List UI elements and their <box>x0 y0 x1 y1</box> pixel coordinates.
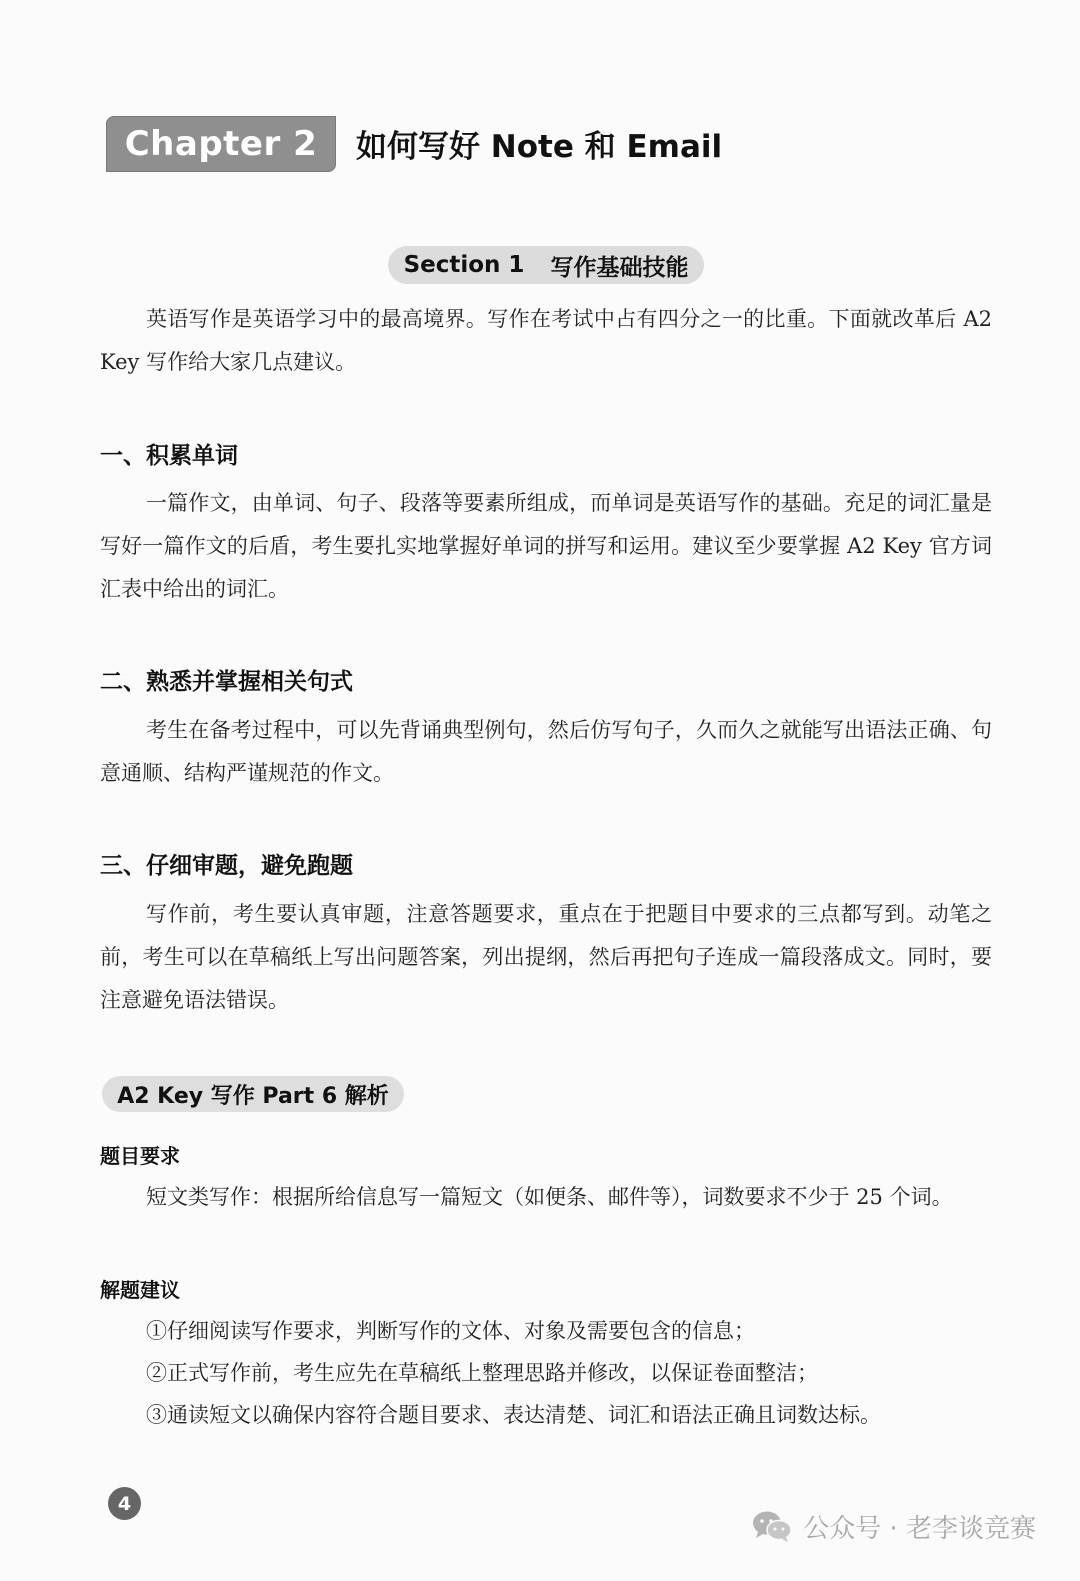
point-body-1: 一篇作文，由单词、句子、段落等要素所组成，而单词是英语写作的基础。充足的词汇量是写好一篇作文的后盾，考生要扎实地掌握好单词的拼写和运用。建议至少要掌握 A2 Key 官方词汇表中给出的词汇。 <box>100 491 992 601</box>
part-section-title: A2 Key 写作 Part 6 解析 <box>102 1076 404 1112</box>
point-body-2: 考生在备考过程中，可以先背诵典型例句，然后仿写句子，久而久之就能写出语法正确、句意通顺、结构严谨规范的作文。 <box>100 718 992 785</box>
watermark-text: 公众号 · 老李谈竞赛 <box>803 1513 1036 1544</box>
point-heading-2: 二、熟悉并掌握相关句式 <box>100 668 353 695</box>
advice-item-2: ②正式写作前，考生应先在草稿纸上整理思路并修改，以保证卷面整洁； <box>146 1361 818 1385</box>
point-heading-1: 一、积累单词 <box>100 442 238 469</box>
advice-item-1: ①仔细阅读写作要求，判断写作的文体、对象及需要包含的信息； <box>146 1319 755 1343</box>
advice-list <box>146 1310 1006 1436</box>
section-title: 写作基础技能 <box>550 254 689 281</box>
watermark <box>751 1504 1036 1548</box>
point-body-3: 写作前，考生要认真审题，注意答题要求，重点在于把题目中要求的三点都写到。动笔之前，考生可以在草稿纸上写出问题答案，列出提纲，然后再把句子连成一篇段落成文。同时，要注意避免语法错误。 <box>100 902 992 1012</box>
chapter-badge: Chapter 2 <box>106 116 336 172</box>
advice-item-3: ③通读短文以确保内容符合题目要求、表达清楚、词汇和语法正确且词数达标。 <box>146 1403 881 1427</box>
intro-paragraph: 英语写作是英语学习中的最高境界。写作在考试中占有四分之一的比重。下面就改革后 A2 Key 写作给大家几点建议。 <box>100 307 992 374</box>
point-heading-3: 三、仔细审题，避免跑题 <box>100 852 353 879</box>
page-number: 4 <box>108 1487 141 1520</box>
section-heading <box>388 246 704 284</box>
requirement-label: 题目要求 <box>100 1144 180 1168</box>
requirement-text: 短文类写作：根据所给信息写一篇短文（如便条、邮件等），词数要求不少于 25 个词。 <box>146 1185 953 1209</box>
advice-label: 解题建议 <box>100 1278 180 1302</box>
section-label: Section 1 <box>403 252 525 278</box>
wechat-icon <box>751 1509 793 1543</box>
chapter-title: 如何写好 Note 和 Email <box>356 129 723 165</box>
